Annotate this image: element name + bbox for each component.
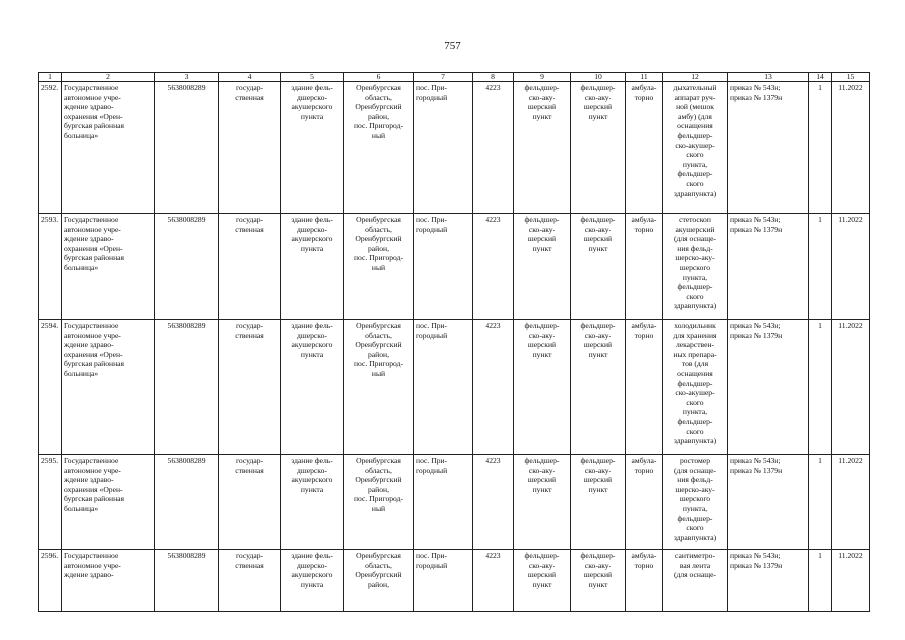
quantity: 1 bbox=[809, 320, 832, 455]
care-form: амбула- торно bbox=[626, 82, 663, 214]
code-value: 4223 bbox=[473, 320, 514, 455]
inn-value: 5638008289 bbox=[155, 320, 219, 455]
ownership-form: государ- ственная bbox=[219, 550, 281, 612]
delivery-date: 11.2022 bbox=[832, 550, 870, 612]
quantity: 1 bbox=[809, 455, 832, 550]
row-number: 2592. bbox=[39, 82, 62, 214]
delivery-date: 11.2022 bbox=[832, 320, 870, 455]
equipment-name: сантиметро- вая лента (для оснаще- bbox=[663, 550, 728, 612]
care-form: амбула- торно bbox=[626, 214, 663, 320]
registry-table bbox=[38, 72, 870, 612]
facility-type: фельдшер- ско-аку- шерский пункт bbox=[514, 320, 571, 455]
code-value: 4223 bbox=[473, 455, 514, 550]
table-row bbox=[39, 82, 870, 214]
table-row bbox=[39, 550, 870, 612]
inn-value: 5638008289 bbox=[155, 455, 219, 550]
ownership-form: государ- ственная bbox=[219, 320, 281, 455]
column-number-13: 13 bbox=[728, 73, 809, 82]
inn-value: 5638008289 bbox=[155, 214, 219, 320]
table-row bbox=[39, 320, 870, 455]
table-row bbox=[39, 214, 870, 320]
code-value: 4223 bbox=[473, 214, 514, 320]
code-value: 4223 bbox=[473, 82, 514, 214]
order-references: приказ № 543н; приказ № 1379н bbox=[728, 82, 809, 214]
care-form: амбула- торно bbox=[626, 320, 663, 455]
organization-name: Государственное автономное учре- ждение здраво- bbox=[62, 550, 155, 612]
column-number-5: 5 bbox=[281, 73, 344, 82]
facility-subtype: фельдшер- ско-аку- шерский пункт bbox=[571, 550, 626, 612]
delivery-date: 11.2022 bbox=[832, 82, 870, 214]
locality: пос. При- городный bbox=[414, 320, 473, 455]
facility-type: фельдшер- ско-аку- шерский пункт bbox=[514, 550, 571, 612]
column-number-4: 4 bbox=[219, 73, 281, 82]
registry-body bbox=[39, 82, 870, 612]
order-references: приказ № 543н; приказ № 1379н bbox=[728, 455, 809, 550]
facility-subtype: фельдшер- ско-аку- шерский пункт bbox=[571, 320, 626, 455]
equipment-name: дыхательный аппарат руч- ной (мешок амбу) (для оснащения фельдшер- ско-акушер- ского пункта, фельдшер- ского здравпункта) bbox=[663, 82, 728, 214]
facility-subtype: фельдшер- ско-аку- шерский пункт bbox=[571, 455, 626, 550]
address: Оренбургская область, Оренбургский район, пос. Пригород- ный bbox=[344, 82, 414, 214]
locality: пос. При- городный bbox=[414, 82, 473, 214]
quantity: 1 bbox=[809, 550, 832, 612]
ownership-form: государ- ственная bbox=[219, 455, 281, 550]
column-number-row bbox=[39, 73, 870, 82]
row-number: 2593. bbox=[39, 214, 62, 320]
delivery-date: 11.2022 bbox=[832, 455, 870, 550]
ownership-form: государ- ственная bbox=[219, 214, 281, 320]
building-type: здание фель- дшерско- акушерского пункта bbox=[281, 550, 344, 612]
ownership-form: государ- ственная bbox=[219, 82, 281, 214]
column-number-10: 10 bbox=[571, 73, 626, 82]
column-number-2: 2 bbox=[62, 73, 155, 82]
equipment-name: стетоскоп акушерский (для оснаще- ния фельд- шерско-аку- шерского пункта, фельдшер- ского здравпункта) bbox=[663, 214, 728, 320]
organization-name: Государственное автономное учре- ждение здраво- охранения «Орен- бургская районная больница» bbox=[62, 320, 155, 455]
building-type: здание фель- дшерско- акушерского пункта bbox=[281, 455, 344, 550]
column-number-3: 3 bbox=[155, 73, 219, 82]
facility-type: фельдшер- ско-аку- шерский пункт bbox=[514, 82, 571, 214]
address: Оренбургская область, Оренбургский район, пос. Пригород- ный bbox=[344, 455, 414, 550]
building-type: здание фель- дшерско- акушерского пункта bbox=[281, 214, 344, 320]
delivery-date: 11.2022 bbox=[832, 214, 870, 320]
order-references: приказ № 543н; приказ № 1379н bbox=[728, 320, 809, 455]
column-number-15: 15 bbox=[832, 73, 870, 82]
order-references: приказ № 543н; приказ № 1379н bbox=[728, 550, 809, 612]
care-form: амбула- торно bbox=[626, 455, 663, 550]
code-value: 4223 bbox=[473, 550, 514, 612]
organization-name: Государственное автономное учре- ждение здраво- охранения «Орен- бургская районная больница» bbox=[62, 82, 155, 214]
care-form: амбула- торно bbox=[626, 550, 663, 612]
row-number: 2596. bbox=[39, 550, 62, 612]
column-number-12: 12 bbox=[663, 73, 728, 82]
locality: пос. При- городный bbox=[414, 550, 473, 612]
column-number-9: 9 bbox=[514, 73, 571, 82]
quantity: 1 bbox=[809, 214, 832, 320]
organization-name: Государственное автономное учре- ждение здраво- охранения «Орен- бургская районная больница» bbox=[62, 455, 155, 550]
building-type: здание фель- дшерско- акушерского пункта bbox=[281, 320, 344, 455]
row-number: 2595. bbox=[39, 455, 62, 550]
address: Оренбургская область, Оренбургский район, пос. Пригород- ный bbox=[344, 214, 414, 320]
order-references: приказ № 543н; приказ № 1379н bbox=[728, 214, 809, 320]
organization-name: Государственное автономное учре- ждение здраво- охранения «Орен- бургская районная больница» bbox=[62, 214, 155, 320]
column-number-14: 14 bbox=[809, 73, 832, 82]
quantity: 1 bbox=[809, 82, 832, 214]
locality: пос. При- городный bbox=[414, 455, 473, 550]
row-number: 2594. bbox=[39, 320, 62, 455]
equipment-name: ростомер (для оснаще- ния фельд- шерско-аку- шерского пункта, фельдшер- ского здравпункта) bbox=[663, 455, 728, 550]
facility-type: фельдшер- ско-аку- шерский пункт bbox=[514, 455, 571, 550]
facility-subtype: фельдшер- ско-аку- шерский пункт bbox=[571, 82, 626, 214]
locality: пос. При- городный bbox=[414, 214, 473, 320]
inn-value: 5638008289 bbox=[155, 550, 219, 612]
equipment-name: холодильник для хранения лекарствен- ных препара- тов (для оснащения фельдшер- ско-акушер- ского пункта, фельдшер- ского здравпункта) bbox=[663, 320, 728, 455]
column-number-11: 11 bbox=[626, 73, 663, 82]
building-type: здание фель- дшерско- акушерского пункта bbox=[281, 82, 344, 214]
page-number: 757 bbox=[444, 40, 461, 52]
column-number-8: 8 bbox=[473, 73, 514, 82]
address: Оренбургская область, Оренбургский район, bbox=[344, 550, 414, 612]
facility-subtype: фельдшер- ско-аку- шерский пункт bbox=[571, 214, 626, 320]
column-number-7: 7 bbox=[414, 73, 473, 82]
facility-type: фельдшер- ско-аку- шерский пункт bbox=[514, 214, 571, 320]
inn-value: 5638008289 bbox=[155, 82, 219, 214]
address: Оренбургская область, Оренбургский район, пос. Пригород- ный bbox=[344, 320, 414, 455]
column-number-1: 1 bbox=[39, 73, 62, 82]
table-row bbox=[39, 455, 870, 550]
column-number-6: 6 bbox=[344, 73, 414, 82]
